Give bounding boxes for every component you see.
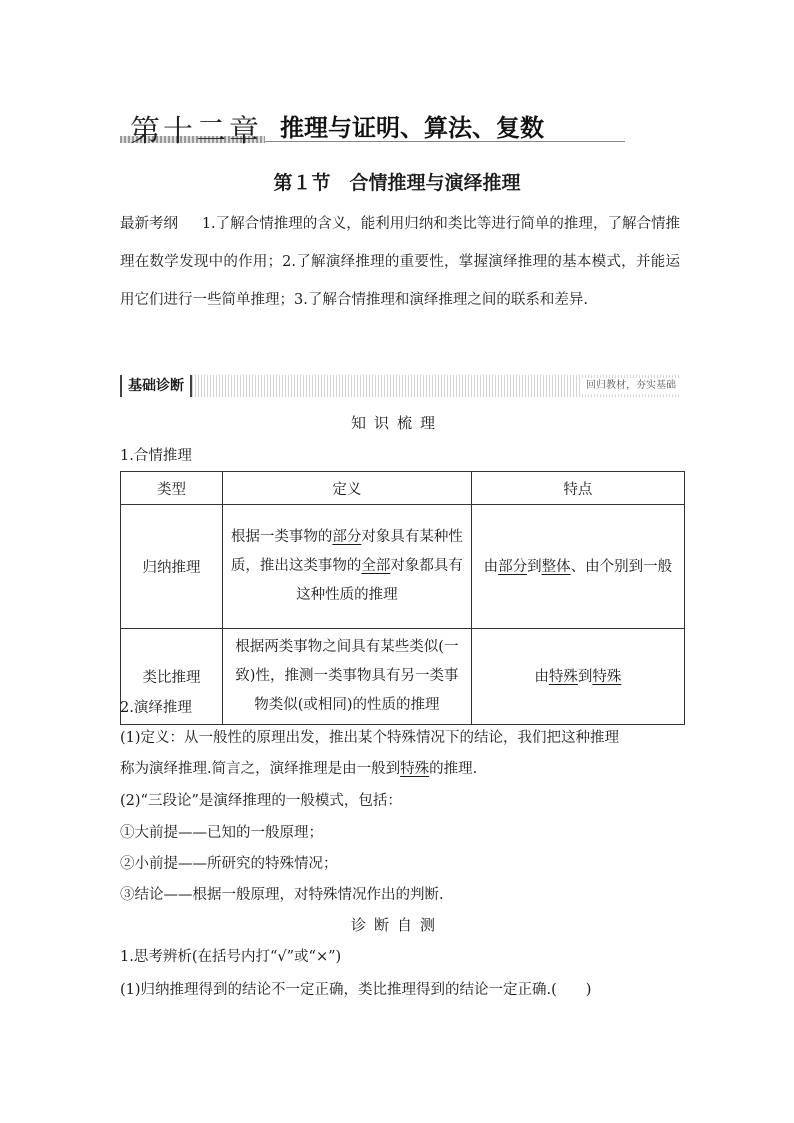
table-cell-definition: 根据一类事物的部分对象具有某种性质，推出这类事物的全部对象都具有这种性质的推理 bbox=[223, 505, 472, 629]
banner-slogan: 回归教材，夯实基础 bbox=[582, 378, 680, 394]
exam-outline bbox=[120, 205, 680, 319]
question1-item1: (1)归纳推理得到的结论不一定正确，类比推理得到的结论一定正确.( ) bbox=[120, 982, 592, 998]
chapter-number: 第十二章 bbox=[130, 114, 262, 149]
major-premise: ①大前提——已知的一般原理； bbox=[120, 825, 323, 841]
chapter-header bbox=[120, 104, 625, 148]
deduction-definition-line1: (1)定义：从一般性的原理出发，推出某个特殊情况下的结论，我们把这种推理 bbox=[120, 730, 620, 746]
table-cell-type: 归纳推理 bbox=[121, 505, 223, 629]
table-cell-type: 类比推理 bbox=[121, 629, 223, 725]
diagnosis-heading: 诊断自测 bbox=[350, 916, 443, 934]
minor-premise: ②小前提——所研究的特殊情况； bbox=[120, 856, 338, 872]
conclusion-item: ③结论——根据一般原理，对特殊情况作出的判断. bbox=[120, 887, 444, 903]
table-row bbox=[121, 505, 685, 629]
item2-title: 2.演绎推理 bbox=[120, 700, 192, 716]
chapter-title: 推理与证明、算法、复数 bbox=[280, 113, 544, 142]
question1-title: 1.思考辨析(在括号内打“√”或“×”) bbox=[120, 949, 342, 965]
deduction-definition-line2: 称为演绎推理.简言之，演绎推理是由一般到特殊的推理. bbox=[120, 761, 478, 777]
table-header-cell: 定义 bbox=[223, 472, 472, 505]
section-title: 第１节 合情推理与演绎推理 bbox=[273, 172, 521, 194]
item1-title: 1.合情推理 bbox=[120, 448, 192, 464]
exam-outline-text: 1.了解合情推理的含义，能利用归纳和类比等进行简单的推理，了解合情推理在数学发现中的作用；2.了解演绎推理的重要性，掌握演绎推理的基本模式，并能运用它们进行一些简单推理；3.了解合情推理和演绎推理之间的联系和差异. bbox=[120, 216, 681, 308]
syllogism-intro: (2)“三段论”是演绎推理的一般模式，包括： bbox=[120, 793, 402, 809]
table-cell-feature: 由特殊到特殊 bbox=[471, 629, 684, 725]
table-header-cell: 类型 bbox=[121, 472, 223, 505]
table-header-cell: 特点 bbox=[471, 472, 684, 505]
table-cell-definition: 根据两类事物之间具有某些类似(一致)性，推测一类事物具有另一类事物类似(或相同)的性质的推理 bbox=[223, 629, 472, 725]
banner-label: 基础诊断 bbox=[120, 375, 192, 397]
table-header-row bbox=[121, 472, 685, 505]
exam-outline-label: 最新考纲 bbox=[120, 216, 179, 232]
reasoning-table bbox=[120, 471, 685, 725]
section-banner bbox=[120, 375, 680, 397]
table-cell-feature: 由部分到整体、由个别到一般 bbox=[471, 505, 684, 629]
knowledge-heading: 知识梳理 bbox=[350, 414, 443, 432]
